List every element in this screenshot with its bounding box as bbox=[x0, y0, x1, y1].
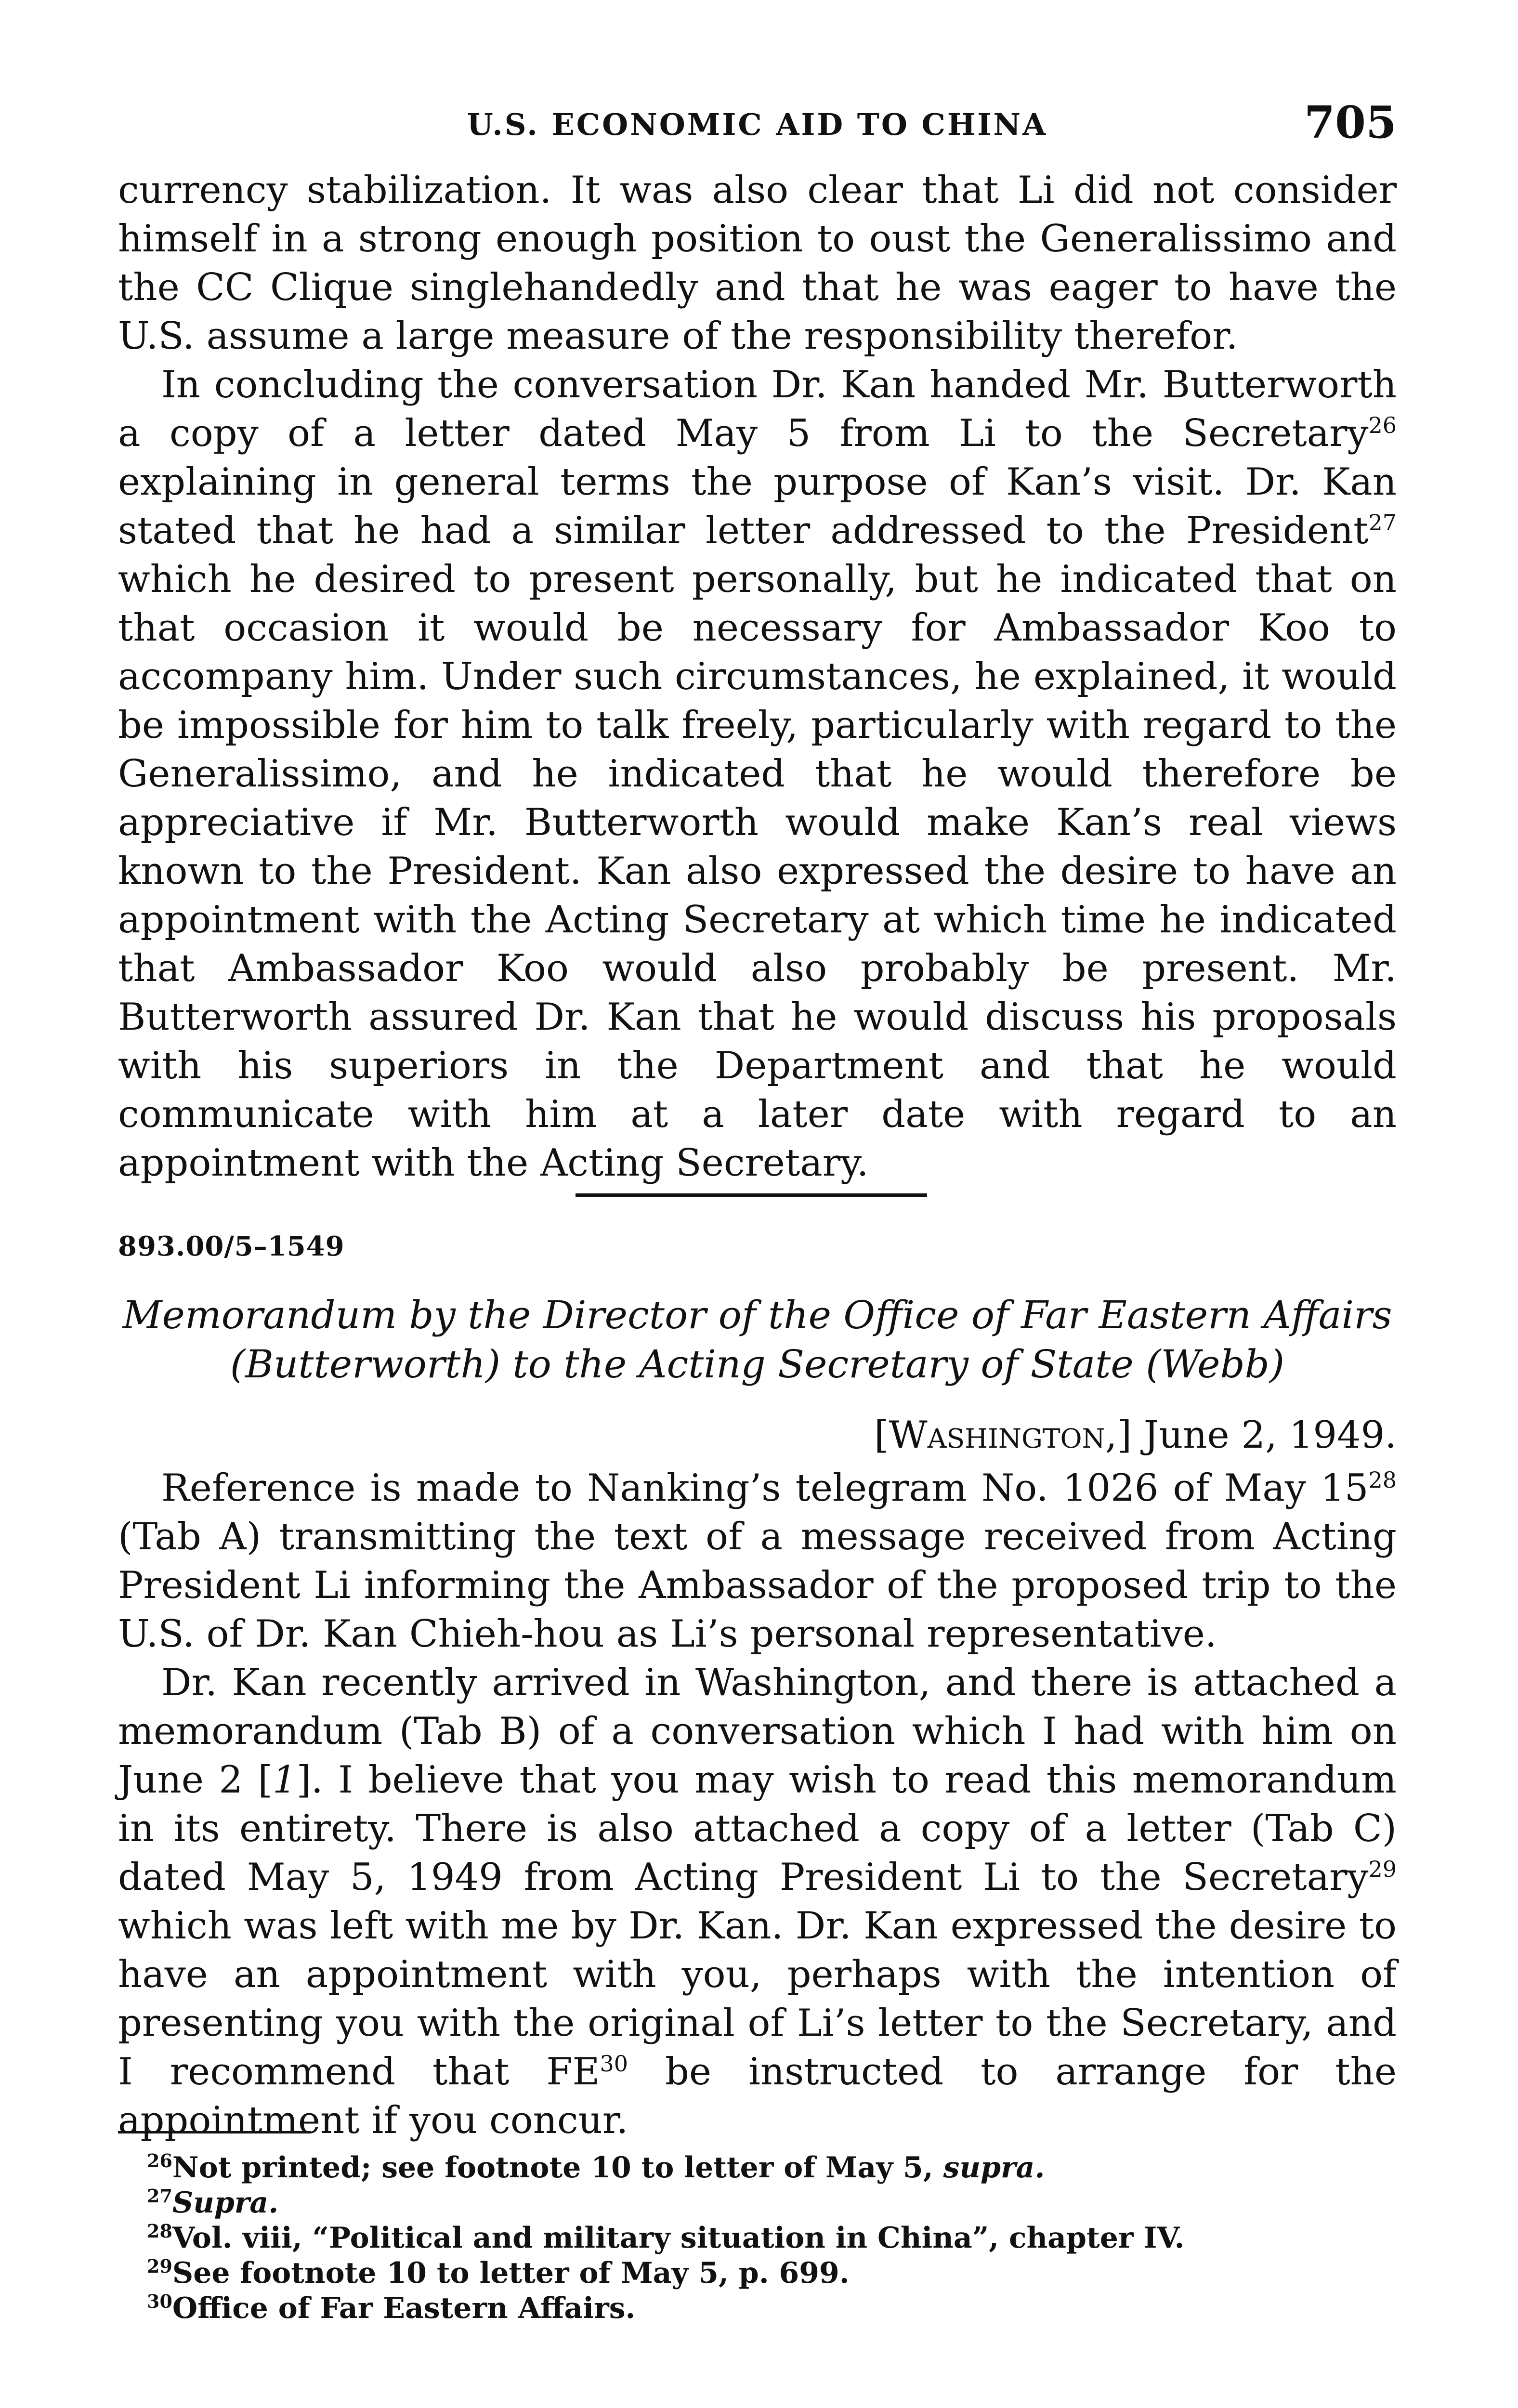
document-title-line2: (Butterworth) to the Acting Secretary of State (Webb) bbox=[230, 1342, 1285, 1387]
footnote-number: 27 bbox=[147, 2185, 172, 2207]
text-run: which he desired to present personally, but he indicated that on that occasion it would be necessary for Ambassador Koo to accompany him. Under such circumstances, he explained, it would be impossible for him to talk freely, particularly with regard to the Generalissimo, and he indicated that he would therefore be appreciative if Mr. Butterworth would make Kan’s real views known to the President. Kan also expressed the desire to have an appointment with the Acting Secretary at which time he indicated that Ambassador Koo would also probably be present. Mr. Butterworth assured Dr. Kan that he would discuss his proposals with his superiors in the Department and that he would communicate with him at a later date with regard to an appointment with the Acting Secretary. bbox=[118, 558, 1397, 1185]
file-number: 893.00/5–1549 bbox=[118, 1230, 345, 1262]
text-run: Reference is made to Nanking’s telegram No. 1026 of May 15 bbox=[161, 1466, 1369, 1510]
continued-text bbox=[118, 166, 1397, 1188]
dateline-date: June 2, 1949. bbox=[1132, 1413, 1397, 1457]
footnote-text: See footnote 10 to letter of May 5, p. 699. bbox=[172, 2256, 850, 2290]
footnote-italic: Supra. bbox=[172, 2186, 279, 2220]
memorandum-body bbox=[118, 1464, 1397, 2145]
footnote-text: Office of Far Eastern Affairs. bbox=[172, 2291, 636, 2325]
document-title-line1: Memorandum by the Director of the Office of Far Eastern Affairs bbox=[122, 1293, 1392, 1337]
footnote-ref: 30 bbox=[600, 2051, 628, 2077]
footnote-number: 30 bbox=[147, 2290, 172, 2312]
dateline-place: [Washington,] bbox=[874, 1413, 1132, 1457]
text-run: explaining in general terms the purpose of Kan’s visit. Dr. Kan stated that he had a similar letter addressed to the President bbox=[118, 460, 1397, 552]
running-title: U.S. ECONOMIC AID TO CHINA bbox=[467, 107, 1048, 142]
footnote-rule bbox=[118, 2131, 311, 2133]
footnote-ref: 26 bbox=[1368, 412, 1397, 438]
paragraph-continued: currency stabilization. It was also clear that Li did not consider himself in a strong enough position to oust the Generalissimo and the CC Clique singlehandedly and that he was eager to have the U.S. assume a large measure of the responsibility therefor. bbox=[118, 169, 1397, 358]
text-run: which was left with me by Dr. Kan. Dr. Kan expressed the desire to have an appointment with you, perhaps with the intention of presenting you with the original of Li’s letter to the Secretary, and I recommend that FE bbox=[118, 1904, 1397, 2094]
footnote-29 bbox=[147, 2256, 1380, 2291]
section-divider bbox=[576, 1193, 927, 1197]
text-run: In concluding the conversation Dr. Kan handed Mr. Butterworth a copy of a letter dated May 5 from Li to the Secretary bbox=[118, 363, 1397, 455]
footnote-text: Not printed; see footnote 10 to letter of May 5, bbox=[172, 2151, 943, 2185]
text-run: ]. I believe that you may wish to read this memorandum in its entirety. There is also attached a copy of a letter (Tab C) dated May 5, 1949 from Acting President Li to the Secretary bbox=[118, 1758, 1397, 1899]
text-run: Dr. Kan recently arrived in Washington, and there is attached a memorandum (Tab B) of a conversation which I had with him on June 2 [ bbox=[118, 1661, 1397, 1802]
footnote-number: 26 bbox=[147, 2150, 172, 2172]
memo-paragraph-2 bbox=[118, 1659, 1397, 2145]
footnote-text: Vol. viii, “Political and military situation in China”, chapter IV. bbox=[172, 2221, 1185, 2255]
memo-paragraph-1 bbox=[118, 1464, 1397, 1659]
paragraph-conclusion bbox=[118, 361, 1397, 1188]
footnote-ref: 28 bbox=[1368, 1467, 1397, 1493]
footnotes bbox=[147, 2150, 1380, 2326]
footnote-ref: 27 bbox=[1368, 510, 1397, 536]
footnote-italic: supra. bbox=[943, 2151, 1045, 2185]
text-run: be instructed to arrange for the appointment if you concur. bbox=[118, 2050, 1397, 2142]
running-head bbox=[118, 96, 1397, 149]
footnote-ref: 29 bbox=[1368, 1856, 1397, 1882]
footnote-28 bbox=[147, 2221, 1380, 2256]
footnote-26 bbox=[147, 2150, 1380, 2186]
footnote-number: 28 bbox=[147, 2220, 172, 2242]
dateline bbox=[874, 1413, 1397, 1457]
page-number: 705 bbox=[1304, 96, 1397, 148]
text-run: (Tab A) transmitting the text of a message received from Acting President Li informing the Ambassador of the proposed trip to the U.S. of Dr. Kan Chieh-hou as Li’s personal representative. bbox=[118, 1515, 1397, 1656]
footnote-number: 29 bbox=[147, 2255, 172, 2277]
footnote-30 bbox=[147, 2291, 1380, 2326]
footnote-27 bbox=[147, 2186, 1380, 2221]
editorial-ref: 1 bbox=[272, 1758, 297, 1802]
